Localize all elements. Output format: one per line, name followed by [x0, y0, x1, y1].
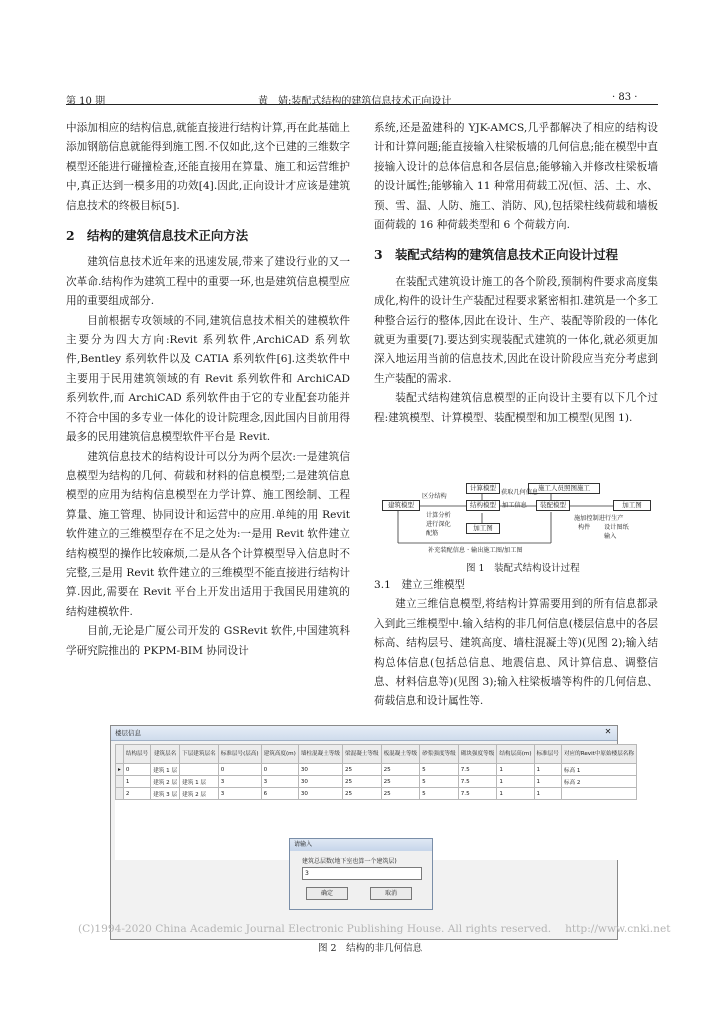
- empty-cell: [381, 812, 420, 824]
- table-cell[interactable]: 0: [123, 764, 150, 776]
- empty-cell: [116, 848, 124, 860]
- empty-cell: [534, 824, 561, 836]
- label: 进行深化: [426, 521, 451, 528]
- empty-cell: [218, 824, 261, 836]
- empty-cell: [343, 812, 382, 824]
- empty-cell: [180, 824, 219, 836]
- empty-cell: [534, 848, 561, 860]
- section-heading: 2 结构的建筑信息技术正向方法: [66, 228, 249, 244]
- empty-cell: [218, 848, 261, 860]
- table-cell[interactable]: 3: [218, 776, 261, 788]
- empty-cell: [420, 812, 459, 824]
- empty-cell: [298, 824, 342, 836]
- table-cell[interactable]: 7.5: [458, 776, 497, 788]
- table-cell[interactable]: 建筑 3 层: [151, 788, 180, 800]
- left-column: [66, 119, 350, 661]
- empty-cell: [497, 812, 534, 824]
- empty-cell: [497, 800, 534, 812]
- empty-cell: [218, 800, 261, 812]
- table-cell[interactable]: 6: [261, 788, 298, 800]
- paragraph: 在装配式建筑设计施工的各个阶段,预制构件要求高度集成化,构件的设计生产装配过程要求紧密相扣.建筑是一个多工种整合运行的整体,因此在设计、生产、装配等阶段的一体化就更为重要[7].要达到实现装配式建筑的一体化,就必须更加深入地运用当前的信息技术,因此在设计阶段应当充分考虑到生产装配的需求.: [374, 275, 658, 385]
- floor-count-input[interactable]: 3: [302, 867, 422, 880]
- empty-cell: [123, 824, 150, 836]
- table-cell[interactable]: 25: [343, 776, 382, 788]
- paragraph: 装配式结构建筑信息模型的正向设计主要有以下几个过程:建筑模型、计算模型、装配模型和加工模型(见图 1).: [374, 392, 658, 424]
- header-title: 黄 婧:装配式结构的建筑信息技术正向设计: [258, 96, 452, 107]
- empty-cell: [261, 824, 298, 836]
- box-fab-drawing: 加工图: [466, 523, 500, 534]
- table-cell[interactable]: 2: [123, 788, 150, 800]
- empty-cell: [151, 812, 180, 824]
- empty-cell: [151, 836, 180, 848]
- table-cell[interactable]: 建筑 1 层: [151, 764, 180, 776]
- table-cell[interactable]: 5: [420, 764, 459, 776]
- input-dialog: [289, 838, 433, 910]
- empty-cell: [497, 824, 534, 836]
- box-construction: 施工人员照图施工: [528, 483, 600, 494]
- floor-info-window: [110, 725, 634, 940]
- table-cell[interactable]: 标高 2: [561, 776, 636, 788]
- label: 设计图纸: [604, 524, 629, 531]
- table-cell[interactable]: 25: [343, 764, 382, 776]
- empty-cell: [123, 836, 150, 848]
- paragraph: 目前,无论是广厦公司开发的 GSRevit 软件,中国建筑科学研究院推出的 PKPM-BIM 协同设计: [66, 625, 350, 657]
- table-cell[interactable]: 3: [261, 776, 298, 788]
- dialog-title: 请输入: [290, 839, 432, 851]
- label: 加工信息: [502, 502, 527, 509]
- paragraph: 目前根据专攻领域的不同,建筑信息技术相关的建模软件主要分为四大方向:Revit 系列软件,ArchiCAD 系列软件,Bentley 系列软件以及 CATIA 系列软件[6].这类软件中主要用于民用建筑领域的有 Revit 系列软件和 ArchiCAD 系列软件,而 ArchiCAD 系列软件由于它的专业配套功能并不符合中国的多专业一体化的设计院理念,因此国内目前用得最多的民用建筑信息模型软件平台是 Revit.: [66, 314, 350, 444]
- header-rule: [66, 104, 658, 105]
- label: 构件: [578, 524, 591, 531]
- table-cell[interactable]: [180, 764, 219, 776]
- table-cell[interactable]: 5: [420, 788, 459, 800]
- label: 计算分析: [426, 512, 451, 519]
- box-fabrication: 加工图: [613, 500, 651, 511]
- right-column-lower: [374, 576, 658, 712]
- table-cell[interactable]: 1: [497, 776, 534, 788]
- paragraph: 建筑信息技术的结构设计可以分为两个层次:一是建筑信息模型为结构的几何、荷载和材料的信息模型;二是建筑信息模型的应用为结构信息模型在力学计算、施工图绘制、工程算量、施工管理、协同设计和运营中的应用.单纯的用 Revit 软件建立的三维模型存在不足之处为:一是用 Revit 软件建立结构模型的操作比较麻烦,二是从各个计算模型导入信息时不完整,三是用 Revit 软件建立的三维模型不能直接进行结构计算.因此,需要在 Revit 平台上开发出适用于我国民用建筑的结构建模软件.: [66, 450, 350, 618]
- figure-2-caption: 图 2 结构的非几何信息: [318, 943, 423, 954]
- section-heading: 3 装配式结构的建筑信息技术正向设计过程: [374, 247, 619, 263]
- window-title: 楼层信息: [111, 726, 617, 741]
- column-header[interactable]: 对应的Revit中原始楼层名称: [561, 745, 636, 764]
- empty-cell: [116, 836, 124, 848]
- table-cell[interactable]: 25: [343, 788, 382, 800]
- empty-cell: [123, 848, 150, 860]
- empty-cell: [116, 800, 124, 812]
- empty-cell: [218, 812, 261, 824]
- empty-cell: [561, 848, 636, 860]
- column-header[interactable]: 建筑层名: [151, 745, 180, 764]
- empty-cell: [381, 800, 420, 812]
- column-header[interactable]: 结构层号: [123, 745, 150, 764]
- column-header[interactable]: 板混凝土等级: [381, 745, 420, 764]
- empty-cell: [151, 848, 180, 860]
- paragraph: 系统,还是盈建科的 YJK-AMCS,几乎都解决了相应的结构设计和计算问题;能直接输入柱梁板墙的几何信息;能在模型中直接输入设计的总体信息和各层信息;能够输入并修改柱梁板墙的设计属性;能够输入 11 种常用荷载工况(恒、活、土、水、预、雪、温、人防、施工、消防、风),包括梁柱线荷载和墙板面荷载的 16 种荷载类型和 6 个荷载方向.: [374, 122, 658, 232]
- empty-cell: [534, 800, 561, 812]
- empty-cell: [420, 800, 459, 812]
- column-header[interactable]: 下层建筑层名: [180, 745, 219, 764]
- label: 配筋: [426, 530, 439, 537]
- cancel-button[interactable]: 取消: [370, 887, 412, 900]
- box-assembly-model: 装配模型: [536, 500, 570, 511]
- empty-cell: [343, 824, 382, 836]
- ok-button[interactable]: 确定: [306, 887, 348, 900]
- row-selector[interactable]: ▸: [116, 764, 124, 776]
- table-cell[interactable]: 建筑 2 层: [151, 776, 180, 788]
- table-cell[interactable]: 25: [381, 764, 420, 776]
- table-cell[interactable]: 7.5: [458, 764, 497, 776]
- table-cell[interactable]: 建筑 1 层: [180, 776, 219, 788]
- empty-cell: [123, 800, 150, 812]
- column-header[interactable]: 结构层高(m): [497, 745, 534, 764]
- column-header[interactable]: 标准层号: [534, 745, 561, 764]
- empty-cell: [458, 824, 497, 836]
- close-icon[interactable]: ✕: [604, 727, 612, 736]
- empty-cell: [218, 836, 261, 848]
- table-cell[interactable]: 25: [381, 776, 420, 788]
- empty-cell: [561, 800, 636, 812]
- empty-row: [116, 824, 637, 836]
- empty-cell: [151, 800, 180, 812]
- table-cell[interactable]: 0: [218, 764, 261, 776]
- column-header[interactable]: 梁混凝土等级: [343, 745, 382, 764]
- empty-cell: [458, 836, 497, 848]
- box-structure-model: 结构模型: [466, 500, 500, 511]
- table-cell[interactable]: 1: [534, 764, 561, 776]
- empty-cell: [497, 836, 534, 848]
- dialog-prompt: 建筑总层数(地下室也算一个建筑层): [302, 858, 397, 865]
- empty-cell: [561, 836, 636, 848]
- table-cell[interactable]: 30: [298, 764, 342, 776]
- empty-cell: [116, 812, 124, 824]
- label: 获取几何信息: [501, 489, 539, 496]
- table-cell[interactable]: 3: [218, 788, 261, 800]
- table-row[interactable]: [116, 776, 637, 788]
- empty-cell: [116, 824, 124, 836]
- empty-cell: [298, 800, 342, 812]
- column-header[interactable]: 建筑高度(m): [261, 745, 298, 764]
- empty-row: [116, 812, 637, 824]
- empty-cell: [343, 800, 382, 812]
- column-header[interactable]: 墙柱混凝土等级: [298, 745, 342, 764]
- paragraph: 中添加相应的结构信息,就能直接进行结构计算,再在此基础上添加钢筋信息就能得到施工图.不仅如此,这个已建的三维数字模型还能进行碰撞检查,还能直接用在算量、施工和运营维护中,真正达到一模多用的功效[4].因此,正向设计才应该是建筑信息技术的终极目标[5].: [66, 122, 350, 212]
- empty-cell: [261, 812, 298, 824]
- empty-cell: [298, 812, 342, 824]
- table-cell[interactable]: 1: [497, 788, 534, 800]
- table-cell[interactable]: 0: [261, 764, 298, 776]
- table-cell[interactable]: 1: [534, 776, 561, 788]
- empty-cell: [261, 800, 298, 812]
- empty-cell: [561, 824, 636, 836]
- figure-1-diagram: [378, 485, 658, 555]
- table-cell[interactable]: 1: [497, 764, 534, 776]
- label: 区分结构: [422, 493, 447, 500]
- row-selector[interactable]: [116, 788, 124, 800]
- table-cell[interactable]: 建筑 2 层: [180, 788, 219, 800]
- empty-cell: [123, 812, 150, 824]
- paragraph: 建立三维信息模型,将结构计算需要用到的所有信息都录入到此三维模型中.输入结构的非几何信息(楼层信息中的各层标高、结构层号、建筑高度、墙柱混凝土等)(见图 2);输入结构总体信息(包括总信息、地震信息、风计算信息、调整信息、材料信息等)(见图 3);输入柱梁板墙等构件的几何信息、荷载信息和设计属性等.: [374, 598, 658, 708]
- subsection-heading: 3.1 建立三维模型: [374, 579, 466, 591]
- empty-cell: [534, 812, 561, 824]
- right-column: [374, 119, 658, 428]
- empty-cell: [458, 800, 497, 812]
- empty-cell: [420, 824, 459, 836]
- watermark: (C)1994-2020 China Academic Journal Electronic Publishing House. All rights reserved. http://www.cnki.net: [78, 923, 671, 935]
- table-cell[interactable]: 标高 1: [561, 764, 636, 776]
- column-header[interactable]: 标准层号(层高): [218, 745, 261, 764]
- box-calc-model: 计算模型: [466, 483, 500, 494]
- table-cell[interactable]: 25: [381, 788, 420, 800]
- paragraph: 建筑信息技术近年来的迅速发展,带来了建设行业的又一次革命.结构作为建筑工程中的重要一环,也是建筑信息模型应用的重要组成部分.: [66, 256, 350, 308]
- column-header[interactable]: 砌块强度等级: [458, 745, 497, 764]
- table-row[interactable]: [116, 788, 637, 800]
- table-row[interactable]: [116, 764, 637, 776]
- box-architecture-model: 建筑模型: [382, 500, 420, 511]
- empty-cell: [458, 848, 497, 860]
- label: 施加控制进行生产: [574, 515, 624, 522]
- empty-cell: [180, 800, 219, 812]
- table-cell[interactable]: 30: [298, 788, 342, 800]
- header-issue: 第 10 期: [66, 96, 106, 107]
- empty-cell: [151, 824, 180, 836]
- table-cell[interactable]: 30: [298, 776, 342, 788]
- table-cell[interactable]: 5: [420, 776, 459, 788]
- table-cell[interactable]: 1: [534, 788, 561, 800]
- empty-cell: [497, 848, 534, 860]
- empty-cell: [180, 812, 219, 824]
- table-cell[interactable]: [561, 788, 636, 800]
- empty-cell: [534, 836, 561, 848]
- header-page: · 83 ·: [612, 92, 638, 103]
- empty-cell: [381, 824, 420, 836]
- empty-row: [116, 800, 637, 812]
- label: 补充装配信息 · 输出施工图/加工图: [428, 547, 523, 554]
- table-cell[interactable]: 7.5: [458, 788, 497, 800]
- empty-cell: [561, 812, 636, 824]
- figure-1-caption: 图 1 装配式结构设计过程: [466, 563, 580, 574]
- empty-cell: [180, 848, 219, 860]
- row-selector[interactable]: [116, 776, 124, 788]
- empty-cell: [458, 812, 497, 824]
- table-cell[interactable]: 1: [123, 776, 150, 788]
- label: 输入: [604, 533, 617, 540]
- column-header[interactable]: 砂浆强度等级: [420, 745, 459, 764]
- empty-cell: [180, 836, 219, 848]
- row-selector-header: [116, 745, 124, 764]
